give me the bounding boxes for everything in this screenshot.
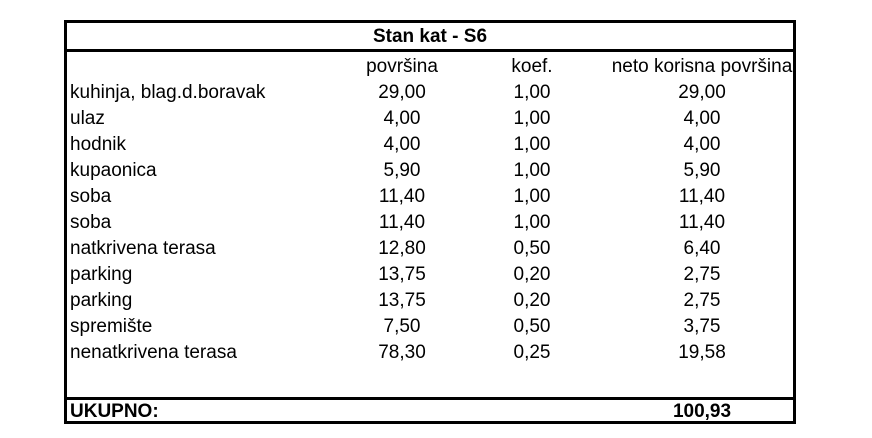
table-title: Stan kat - S6: [67, 23, 793, 52]
table-row: [67, 236, 793, 262]
room-area: 29,00: [378, 82, 426, 103]
room-name: soba: [70, 186, 112, 207]
room-net: 3,75: [683, 316, 721, 337]
table-row: [67, 184, 793, 210]
room-net: 29,00: [678, 82, 726, 103]
table-row: [67, 158, 793, 184]
room-area: 11,40: [378, 212, 426, 233]
room-coef: 1,00: [513, 108, 551, 129]
area-table: [64, 20, 796, 424]
room-name: kupaonica: [70, 160, 157, 181]
room-net: 11,40: [678, 186, 726, 207]
room-area: 13,75: [378, 290, 426, 311]
room-name: ulaz: [70, 108, 105, 129]
room-name: natkrivena terasa: [70, 238, 216, 259]
room-area: 12,80: [378, 238, 426, 259]
room-area: 78,30: [378, 342, 426, 363]
table-row: [67, 340, 793, 366]
table-row: [67, 262, 793, 288]
room-net: 6,40: [683, 238, 721, 259]
room-coef: 1,00: [513, 186, 551, 207]
room-area: 7,50: [383, 316, 421, 337]
room-name: parking: [70, 290, 133, 311]
room-net: 19,58: [678, 342, 726, 363]
room-coef: 0,50: [513, 316, 551, 337]
total-value: 100,93: [672, 401, 732, 422]
room-coef: 1,00: [513, 212, 551, 233]
room-name: hodnik: [70, 134, 126, 155]
room-coef: 0,50: [513, 238, 551, 259]
room-net: 4,00: [683, 108, 721, 129]
room-name: parking: [70, 264, 133, 285]
total-label: UKUPNO:: [70, 401, 159, 422]
room-name: kuhinja, blag.d.boravak: [70, 82, 266, 103]
header-row: [67, 54, 793, 80]
table-row: [67, 314, 793, 340]
total-row: [67, 397, 793, 424]
room-name: soba: [70, 212, 112, 233]
room-area: 4,00: [383, 134, 421, 155]
room-name: spremište: [70, 316, 153, 337]
room-coef: 0,20: [513, 264, 551, 285]
room-net: 5,90: [683, 160, 721, 181]
room-coef: 0,20: [513, 290, 551, 311]
table-row: [67, 210, 793, 236]
room-coef: 0,25: [513, 342, 551, 363]
room-net: 2,75: [683, 290, 721, 311]
table-row: [67, 288, 793, 314]
table-row: [67, 132, 793, 158]
room-area: 11,40: [378, 186, 426, 207]
room-area: 4,00: [383, 108, 421, 129]
room-coef: 1,00: [513, 82, 551, 103]
room-coef: 1,00: [513, 134, 551, 155]
table-row: [67, 80, 793, 106]
room-area: 13,75: [378, 264, 426, 285]
header-net: neto korisna površina: [611, 56, 793, 77]
room-coef: 1,00: [513, 160, 551, 181]
room-net: 2,75: [683, 264, 721, 285]
table-row: [67, 106, 793, 132]
room-net: 4,00: [683, 134, 721, 155]
header-coef: koef.: [511, 56, 553, 77]
header-area: površina: [366, 56, 438, 77]
room-name: nenatkrivena terasa: [70, 342, 237, 363]
room-net: 11,40: [678, 212, 726, 233]
room-area: 5,90: [383, 160, 421, 181]
